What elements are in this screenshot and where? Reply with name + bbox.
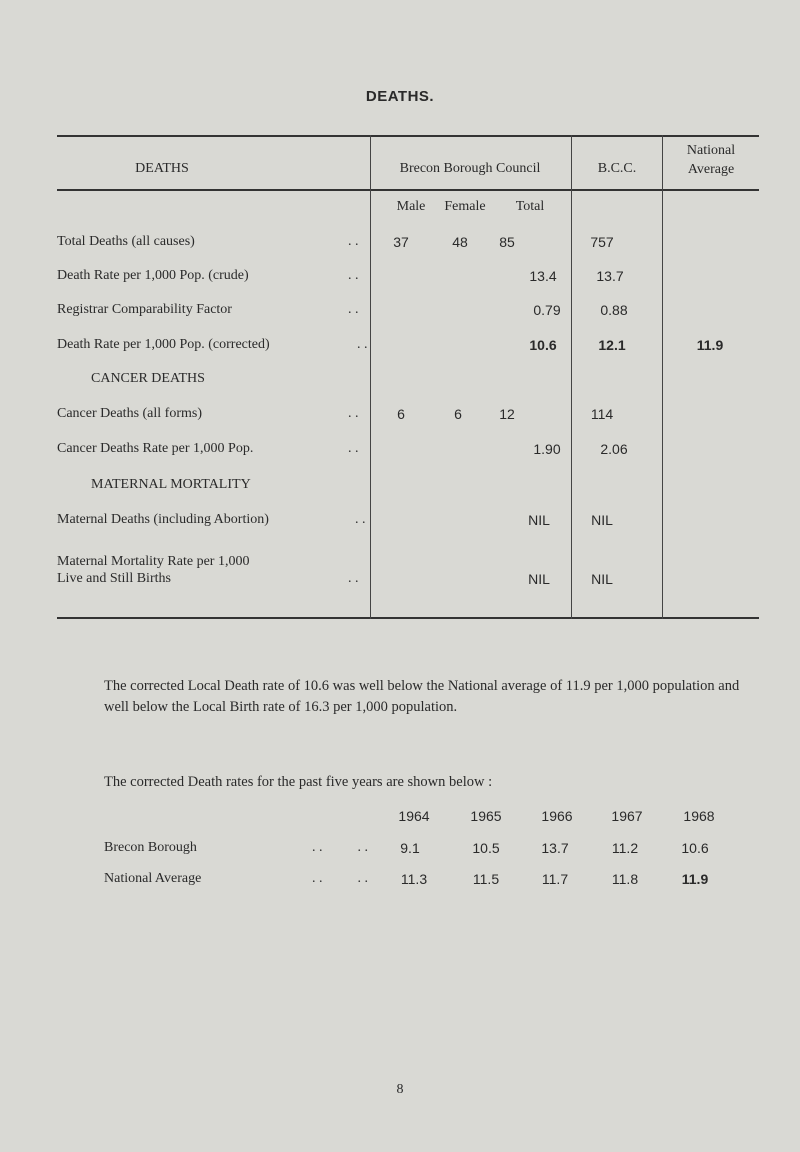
year-header: 1968 <box>683 808 715 824</box>
cell-value: 10.5 <box>472 840 500 856</box>
header-bcc: B.C.C. <box>597 161 637 176</box>
leader-dots: . . <box>348 268 359 283</box>
leader-dots: . . <box>348 234 359 249</box>
cell-bcc: 13.7 <box>596 268 624 284</box>
cell-national: 11.9 <box>696 337 724 353</box>
cell-value: 13.7 <box>541 840 569 856</box>
cell-bcc: 12.1 <box>598 337 626 353</box>
page-title: DEATHS. <box>365 88 435 105</box>
table-bottom-rule <box>57 617 759 619</box>
cell-value: 11.9 <box>681 871 709 887</box>
row-label: Death Rate per 1,000 Pop. (crude) <box>57 268 249 283</box>
cell-bcc: NIL <box>591 571 613 587</box>
summary-paragraph: The corrected Local Death rate of 10.6 was well below the National average of 11.9 per 1,000 population and well below the Local Birth rate of 16.3 per 1,000 population. <box>104 678 740 715</box>
subheader-female: Female <box>444 199 486 214</box>
row-label: Registrar Comparability Factor <box>57 302 232 317</box>
five-year-intro: The corrected Death rates for the past five years are shown below : <box>104 774 493 790</box>
cell-total: 12 <box>499 406 515 422</box>
header-borough: Brecon Borough Council <box>399 161 541 176</box>
leader-dots: . . <box>348 571 359 586</box>
section-heading: CANCER DEATHS <box>91 371 205 386</box>
cell-female: 6 <box>454 406 462 422</box>
cell-bcc: 757 <box>590 234 614 250</box>
year-header: 1967 <box>611 808 643 824</box>
deaths-table <box>57 135 759 619</box>
leader-dots: . . <box>348 406 359 421</box>
year-header: 1966 <box>541 808 573 824</box>
subheader-total: Total <box>515 199 545 214</box>
row-label-line1: Maternal Mortality Rate per 1,000 <box>57 554 250 569</box>
cell-male: 37 <box>393 234 409 250</box>
row-label: National Average <box>104 871 202 886</box>
table-header-rule <box>57 189 759 191</box>
cell-bcc: 2.06 <box>600 441 628 457</box>
row-label: Total Deaths (all causes) <box>57 234 195 249</box>
leader-dots: . . <box>348 441 359 456</box>
row-label: Brecon Borough <box>104 840 197 855</box>
column-divider <box>370 135 371 619</box>
cell-total: 13.4 <box>529 268 557 284</box>
row-label: Cancer Deaths (all forms) <box>57 406 202 421</box>
cell-male: 6 <box>397 406 405 422</box>
row-label: Cancer Deaths Rate per 1,000 Pop. <box>57 441 254 456</box>
row-label-line2: Live and Still Births <box>57 571 171 586</box>
cell-value: 11.5 <box>472 871 500 887</box>
cell-value: 11.8 <box>611 871 639 887</box>
leader-dots: . . . . <box>312 871 368 886</box>
cell-total: 1.90 <box>533 441 561 457</box>
page-number: 8 <box>396 1082 404 1097</box>
cell-bcc: NIL <box>591 512 613 528</box>
cell-value: 11.3 <box>400 871 428 887</box>
section-heading: MATERNAL MORTALITY <box>91 477 251 492</box>
cell-female: 48 <box>452 234 468 250</box>
cell-total: 85 <box>499 234 515 250</box>
cell-value: 11.2 <box>611 840 639 856</box>
cell-value: 11.7 <box>541 871 569 887</box>
leader-dots: . . <box>357 337 368 352</box>
leader-dots: . . . . <box>312 840 368 855</box>
year-header: 1965 <box>470 808 502 824</box>
row-label: Death Rate per 1,000 Pop. (corrected) <box>57 337 270 352</box>
year-header: 1964 <box>398 808 430 824</box>
header-national-line1: National <box>686 143 736 158</box>
cell-bcc: 0.88 <box>600 302 628 318</box>
cell-total: 0.79 <box>533 302 561 318</box>
leader-dots: . . <box>355 512 366 527</box>
header-national-line2: Average <box>687 162 735 177</box>
subheader-male: Male <box>396 199 426 214</box>
cell-total: NIL <box>528 571 550 587</box>
cell-value: 10.6 <box>681 840 709 856</box>
cell-value: 9.1 <box>400 840 420 856</box>
leader-dots: . . <box>348 302 359 317</box>
header-deaths: DEATHS <box>135 161 189 176</box>
cell-bcc: 114 <box>590 406 614 422</box>
cell-total: 10.6 <box>529 337 557 353</box>
column-divider <box>662 135 663 619</box>
row-label: Maternal Deaths (including Abortion) <box>57 512 269 527</box>
column-divider <box>571 135 572 619</box>
table-top-rule <box>57 135 759 137</box>
cell-total: NIL <box>528 512 550 528</box>
